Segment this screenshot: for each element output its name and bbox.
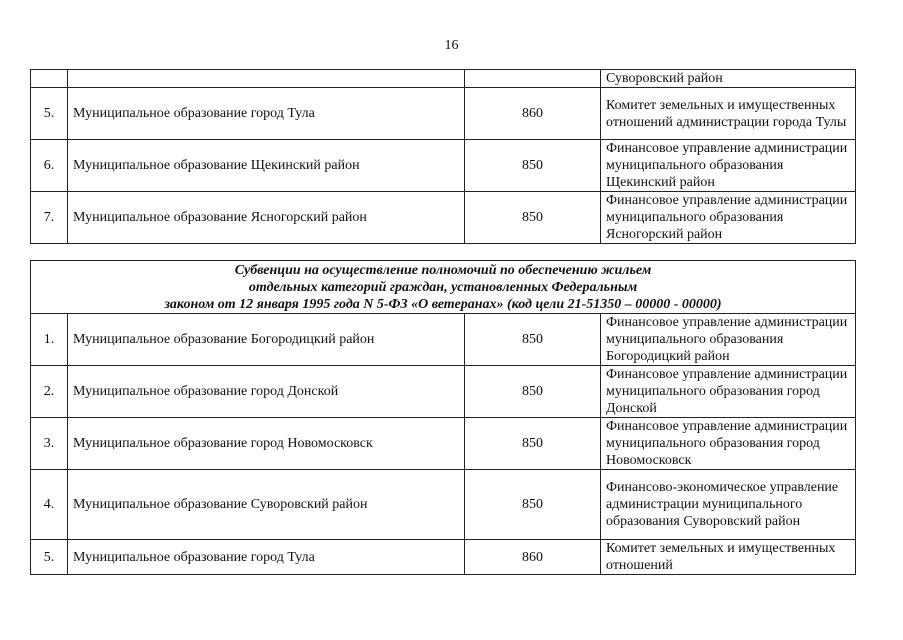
row-number: 4. (31, 470, 68, 540)
veterans-housing-subventions-table (30, 260, 856, 575)
administrator-name: Финансовое управление администрации муниципального образования Ясногорский район (601, 192, 856, 244)
table-row (31, 314, 856, 366)
department-code (465, 70, 601, 88)
row-number: 2. (31, 366, 68, 418)
department-code: 850 (465, 418, 601, 470)
table-row (31, 418, 856, 470)
table-row (31, 540, 856, 575)
table-row (31, 88, 856, 140)
administrator-name: Суворовский район (601, 70, 856, 88)
table-row (31, 366, 856, 418)
row-number: 1. (31, 314, 68, 366)
department-code: 850 (465, 192, 601, 244)
table-row (31, 470, 856, 540)
recipients-table-continued (30, 69, 856, 244)
row-number: 6. (31, 140, 68, 192)
section-header-line: законом от 12 января 1995 года N 5-ФЗ «О ветеранах» (код цели 21-51350 – 00000 - 00000) (164, 296, 722, 312)
administrator-name: Финансовое управление администрации муниципального образования Богородицкий район (601, 314, 856, 366)
table-row (31, 70, 856, 88)
department-code: 850 (465, 470, 601, 540)
table-row (31, 140, 856, 192)
department-code: 850 (465, 314, 601, 366)
section-header-line: отдельных категорий граждан, установленных Федеральным (248, 279, 638, 295)
row-number: 3. (31, 418, 68, 470)
department-code: 860 (465, 540, 601, 575)
department-code: 850 (465, 140, 601, 192)
administrator-name: Финансовое управление администрации муниципального образования город Донской (601, 366, 856, 418)
administrator-name: Комитет земельных и имущественных отношений администрации города Тулы (601, 88, 856, 140)
municipality-name: Муниципальное образование город Новомосковск (68, 418, 465, 470)
row-number (31, 70, 68, 88)
administrator-name: Комитет земельных и имущественных отношений (601, 540, 856, 575)
department-code: 860 (465, 88, 601, 140)
section-header-row (31, 261, 856, 314)
department-code: 850 (465, 366, 601, 418)
municipality-name: Муниципальное образование город Тула (68, 540, 465, 575)
administrator-name: Финансовое управление администрации муниципального образования город Новомосковск (601, 418, 856, 470)
page-number: 16 (444, 38, 459, 53)
municipality-name (68, 70, 465, 88)
row-number: 7. (31, 192, 68, 244)
municipality-name: Муниципальное образование Богородицкий район (68, 314, 465, 366)
municipality-name: Муниципальное образование Суворовский район (68, 470, 465, 540)
section-header-line: Субвенции на осуществление полномочий по обеспечению жильем (234, 262, 652, 278)
section-header (31, 261, 856, 314)
municipality-name: Муниципальное образование Ясногорский район (68, 192, 465, 244)
municipality-name: Муниципальное образование Щекинский район (68, 140, 465, 192)
administrator-name: Финансово-экономическое управление администрации муниципального образования Суворовский район (601, 470, 856, 540)
row-number: 5. (31, 540, 68, 575)
row-number: 5. (31, 88, 68, 140)
municipality-name: Муниципальное образование город Донской (68, 366, 465, 418)
table-row (31, 192, 856, 244)
administrator-name: Финансовое управление администрации муниципального образования Щекинский район (601, 140, 856, 192)
municipality-name: Муниципальное образование город Тула (68, 88, 465, 140)
